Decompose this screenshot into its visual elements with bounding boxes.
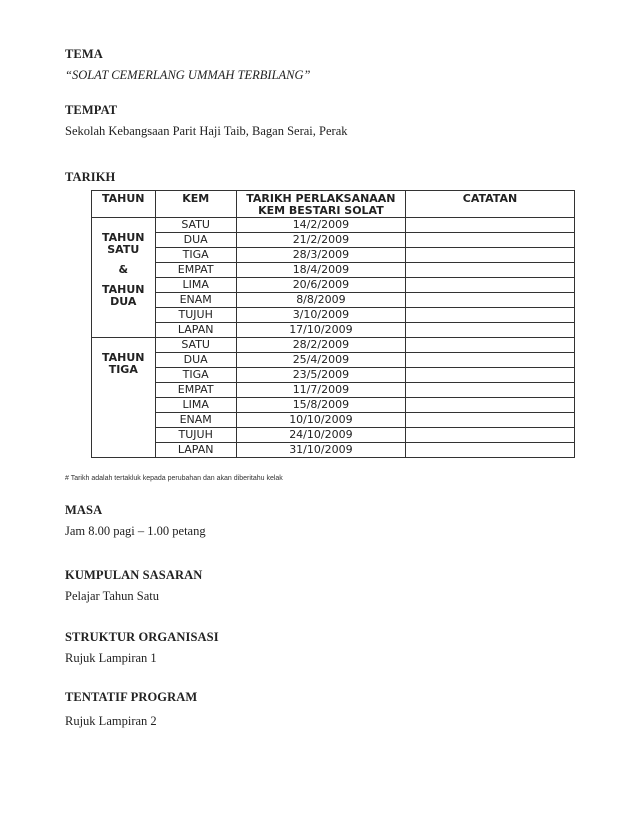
table-row	[92, 248, 575, 263]
table-row	[92, 233, 575, 248]
tarikh-cell: 21/2/2009	[236, 233, 405, 248]
table-row	[92, 413, 575, 428]
table-row	[92, 368, 575, 383]
struktur-value: Rujuk Lampiran 1	[65, 651, 157, 665]
kem-cell: LAPAN	[155, 323, 236, 338]
kem-cell: TIGA	[155, 368, 236, 383]
tarikh-cell: 18/4/2009	[236, 263, 405, 278]
tarikh-cell: 17/10/2009	[236, 323, 405, 338]
table-row	[92, 428, 575, 443]
group-2-label	[92, 338, 156, 458]
table-row	[92, 383, 575, 398]
catatan-cell	[405, 278, 574, 293]
catatan-cell	[405, 248, 574, 263]
kem-cell: TUJUH	[155, 428, 236, 443]
group-1-line1: TAHUN	[102, 231, 145, 244]
kem-cell: TIGA	[155, 248, 236, 263]
group-1-line2: SATU	[107, 243, 140, 256]
table-row	[92, 338, 575, 353]
table-row	[92, 263, 575, 278]
catatan-cell	[405, 413, 574, 428]
kem-cell: DUA	[155, 233, 236, 248]
table-row	[92, 443, 575, 458]
tarikh-cell: 28/2/2009	[236, 338, 405, 353]
kumpulan-value: Pelajar Tahun Satu	[65, 589, 160, 603]
table-row	[92, 323, 575, 338]
kem-cell: EMPAT	[155, 263, 236, 278]
catatan-cell	[405, 218, 574, 233]
kem-cell: LAPAN	[155, 443, 236, 458]
catatan-cell	[405, 308, 574, 323]
tarikh-cell: 11/7/2009	[236, 383, 405, 398]
table-footnote: # Tarikh adalah tertakluk kepada perubahan dan akan diberitahu kelak	[65, 475, 283, 482]
tarikh-cell: 25/4/2009	[236, 353, 405, 368]
tarikh-cell: 24/10/2009	[236, 428, 405, 443]
group-1-label	[92, 218, 156, 338]
tarikh-heading: TARIKH	[65, 170, 116, 184]
tarikh-cell: 8/8/2009	[236, 293, 405, 308]
schedule-table	[91, 190, 575, 458]
catatan-cell	[405, 293, 574, 308]
catatan-cell	[405, 233, 574, 248]
kem-cell: EMPAT	[155, 383, 236, 398]
kem-cell: DUA	[155, 353, 236, 368]
kem-cell: LIMA	[155, 278, 236, 293]
kem-cell: TUJUH	[155, 308, 236, 323]
tema-heading: TEMA	[65, 47, 103, 61]
catatan-cell	[405, 428, 574, 443]
tarikh-cell: 28/3/2009	[236, 248, 405, 263]
tarikh-cell: 31/10/2009	[236, 443, 405, 458]
tempat-value: Sekolah Kebangsaan Parit Haji Taib, Bagan Serai, Perak	[65, 124, 348, 138]
kem-cell: ENAM	[155, 293, 236, 308]
group-1-amp: &	[118, 263, 129, 276]
kem-cell: SATU	[155, 338, 236, 353]
kumpulan-heading: KUMPULAN SASARAN	[65, 568, 203, 582]
catatan-cell	[405, 338, 574, 353]
header-tarikh: TARIKH PERLAKSANAAN KEM BESTARI SOLAT	[236, 191, 405, 218]
catatan-cell	[405, 383, 574, 398]
group-1-line3: TAHUN	[102, 283, 145, 296]
catatan-cell	[405, 263, 574, 278]
catatan-cell	[405, 443, 574, 458]
table-row	[92, 218, 575, 233]
table-row	[92, 293, 575, 308]
group-2-body	[92, 338, 575, 458]
tarikh-cell: 15/8/2009	[236, 398, 405, 413]
kem-cell: LIMA	[155, 398, 236, 413]
group-1-body	[92, 218, 575, 338]
group-2-line2: TIGA	[108, 363, 138, 376]
catatan-cell	[405, 368, 574, 383]
masa-value: Jam 8.00 pagi – 1.00 petang	[65, 524, 206, 538]
table-row	[92, 278, 575, 293]
group-2-line1: TAHUN	[102, 351, 145, 364]
kem-cell: SATU	[155, 218, 236, 233]
masa-heading: MASA	[65, 503, 103, 517]
table-header-row	[92, 191, 575, 218]
catatan-cell	[405, 398, 574, 413]
kem-cell: ENAM	[155, 413, 236, 428]
header-catatan: CATATAN	[405, 191, 574, 218]
tarikh-cell: 23/5/2009	[236, 368, 405, 383]
catatan-cell	[405, 353, 574, 368]
tentatif-heading: TENTATIF PROGRAM	[65, 690, 198, 704]
tempat-heading: TEMPAT	[65, 103, 118, 117]
tentatif-value: Rujuk Lampiran 2	[65, 714, 157, 728]
tarikh-cell: 3/10/2009	[236, 308, 405, 323]
tema-value: “SOLAT CEMERLANG UMMAH TERBILANG”	[65, 68, 311, 82]
table-row	[92, 398, 575, 413]
header-tahun: TAHUN	[92, 191, 156, 218]
table-row	[92, 353, 575, 368]
group-1-line4: DUA	[110, 295, 137, 308]
catatan-cell	[405, 323, 574, 338]
struktur-heading: STRUKTUR ORGANISASI	[65, 630, 219, 644]
tarikh-cell: 10/10/2009	[236, 413, 405, 428]
header-kem: KEM	[155, 191, 236, 218]
tarikh-cell: 14/2/2009	[236, 218, 405, 233]
tarikh-cell: 20/6/2009	[236, 278, 405, 293]
table-row	[92, 308, 575, 323]
